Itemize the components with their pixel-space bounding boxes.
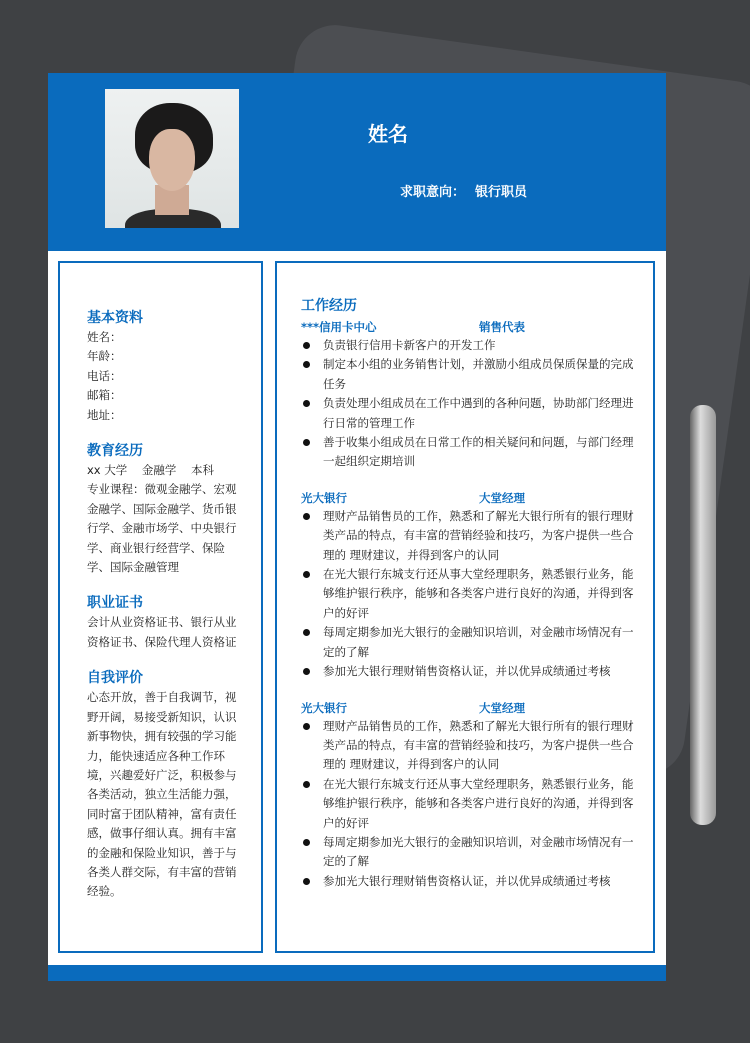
education-school: xx 大学 金融学 本科: [87, 463, 215, 478]
self-evaluation-text: 心态开放，善于自我调节，视野开阔，易接受新知识，认识新事物快，拥有较强的学习能力，能快速适应各种工作环境，兴趣爱好广泛，积极参与各类活动，独立生活能力强，同时富于团队精神，富有责任感，做事仔细认真。拥有丰富的金融和保险业知识，善于与各类人群交际，有丰富的营销经验。: [87, 690, 237, 899]
section-title: 职业证书: [87, 595, 143, 612]
job-header: [301, 489, 653, 507]
name-title: 姓名: [368, 122, 408, 146]
job-duty: 负责银行信用卡新客户的开发工作: [301, 336, 637, 355]
job-duty: 理财产品销售员的工作，熟悉和了解光大银行所有的银行理财类产品的特点，有丰富的营销经验和技巧，为客户提供一些合理的 理财建议，并得到客户的认同: [301, 717, 637, 775]
resume-header: [48, 73, 666, 251]
job-duty: 制定本小组的业务销售计划，并激励小组成员保质保量的完成任务: [301, 355, 637, 394]
job-intent-label: 求职意向：: [400, 185, 466, 200]
job-company: ***信用卡中心: [301, 320, 377, 334]
left-column: [58, 261, 263, 953]
job-duty: 每周定期参加光大银行的金融知识培训，对金融市场情况有一定的了解: [301, 623, 637, 662]
field-name: 姓名：: [87, 330, 122, 344]
job-position: 大堂经理: [479, 490, 525, 505]
job-entry: [301, 699, 653, 892]
field-phone: 电话：: [87, 368, 122, 383]
field-email: 邮箱：: [87, 388, 122, 403]
job-position: 大堂经理: [479, 700, 525, 715]
job-duty: 每周定期参加光大银行的金融知识培训，对金融市场情况有一定的了解: [301, 833, 637, 872]
job-duty: 善于收集小组成员在日常工作的相关疑问和问题，与部门经理一起组织定期培训: [301, 433, 637, 472]
education-section: [87, 441, 261, 577]
work-list: [301, 318, 653, 891]
job-duty: 参加光大银行理财销售资格认证，并以优异成绩通过考核: [301, 872, 637, 891]
certificates-text: 会计从业资格证书、银行从业资格证书、保险代理人资格证: [87, 615, 237, 649]
job-duty: 在光大银行东城支行还从事大堂经理职务，熟悉银行业务，能够维护银行秩序，能够和各类客户进行良好的沟通，并得到客户的好评: [301, 775, 637, 833]
self-evaluation-section: [87, 668, 261, 901]
job-header: [301, 699, 653, 717]
job-duty: 理财产品销售员的工作，熟悉和了解光大银行所有的银行理财类产品的特点，有丰富的营销经验和技巧，为客户提供一些合理的 理财建议，并得到客户的认同: [301, 507, 637, 565]
right-column: [275, 261, 655, 953]
job-intent: [400, 181, 537, 200]
job-header: [301, 318, 653, 336]
background-pen: [690, 405, 716, 825]
section-title: 工作经历: [301, 298, 357, 314]
job-company: 光大银行: [301, 490, 347, 505]
section-title: 教育经历: [87, 443, 143, 460]
job-position: 销售代表: [479, 320, 525, 334]
job-duty: 在光大银行东城支行还从事大堂经理职务，熟悉银行业务，能够维护银行秩序，能够和各类客户进行良好的沟通，并得到客户的好评: [301, 565, 637, 623]
profile-photo: [105, 89, 239, 228]
field-age: 年龄：: [87, 349, 122, 364]
footer-bar: [48, 965, 666, 981]
resume-page: [48, 73, 666, 981]
job-entry: [301, 318, 653, 472]
section-title: 自我评价: [87, 670, 143, 687]
job-entry: [301, 489, 653, 682]
job-duty: 负责处理小组成员在工作中遇到的各种问题，协助部门经理进行日常的管理工作: [301, 394, 637, 433]
certificates-section: [87, 593, 261, 652]
job-duties: [301, 507, 653, 682]
basic-info-section: [87, 308, 261, 425]
job-duties: [301, 717, 653, 892]
field-address: 地址：: [87, 407, 122, 422]
education-courses: 专业课程：微观金融学、宏观金融学、国际金融学、货币银行学、金融市场学、中央银行学、商业银行经营学、保险学、国际金融管理: [87, 482, 237, 575]
job-duty: 参加光大银行理财销售资格认证，并以优异成绩通过考核: [301, 662, 637, 681]
job-intent-value: 银行职员: [475, 185, 528, 200]
job-duties: [301, 336, 653, 472]
job-company: 光大银行: [301, 700, 347, 715]
section-title: 基本资料: [87, 310, 143, 326]
